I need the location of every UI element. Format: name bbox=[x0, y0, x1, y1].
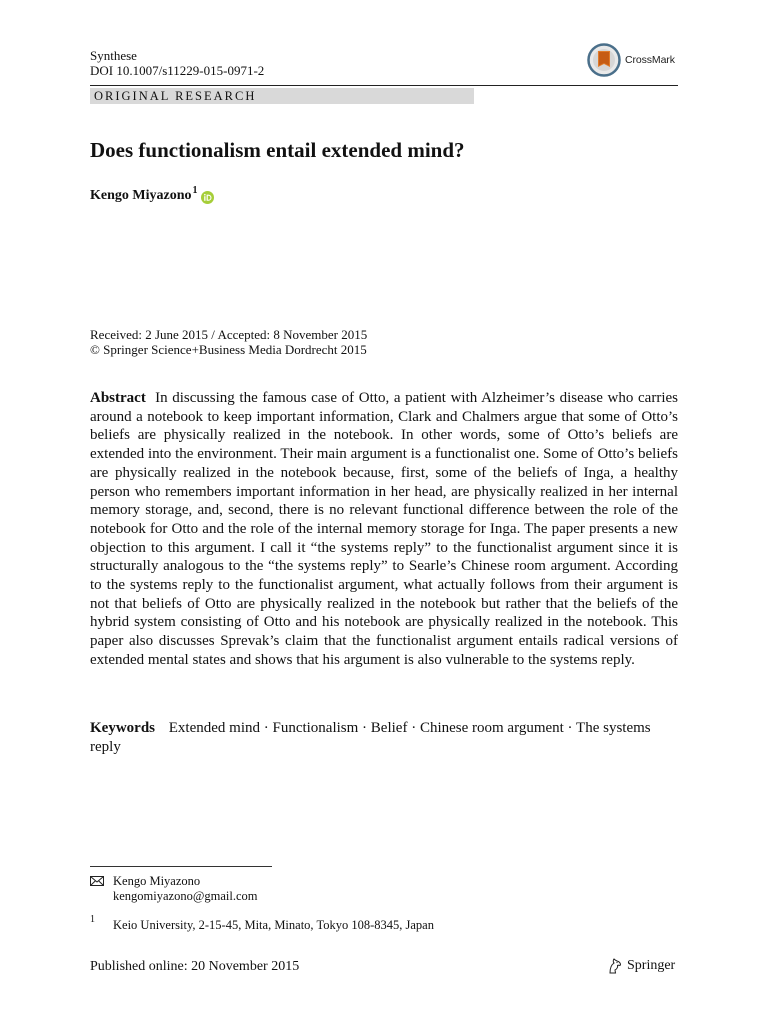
affiliation-number: 1 bbox=[90, 914, 95, 925]
copyright: © Springer Science+Business Media Dordrecht 2015 bbox=[90, 342, 367, 357]
section-label: ORIGINAL RESEARCH bbox=[90, 88, 474, 104]
received-dates: Received: 2 June 2015 / Accepted: 8 November 2015 bbox=[90, 327, 368, 342]
abstract bbox=[90, 389, 678, 670]
doi[interactable]: DOI 10.1007/s11229-015-0971-2 bbox=[90, 63, 265, 78]
footnote-rule bbox=[90, 866, 272, 867]
publisher-name: Springer bbox=[627, 958, 676, 973]
published-online: Published online: 20 November 2015 bbox=[90, 959, 300, 974]
paper-title: Does functionalism entail extended mind? bbox=[90, 138, 465, 162]
springer-logo bbox=[606, 957, 675, 975]
crossmark-label: CrossMark bbox=[625, 54, 675, 66]
abstract-text: In discussing the famous case of Otto, a patient with Alzheimer’s disease who carries around a notebook to keep important information, Clark and Chalmers argue that some of Otto’s beliefs are physically realized in the notebook. In other words, some of Otto’s beliefs are extended into the environment. Their main argument is a functionalist one. Some of Otto’s beliefs are physically realized in the notebook because, first, some of the beliefs of Inga, a healthy person who remembers important information in her head, are physically realized in her internal memory storage, and, second, there is no relevant functional difference between the role of the notebook for Otto and the role of the internal memory storage for Inga. The paper presents a new objection to this argument. I call it “the systems reply” to the functionalist argument since it is structurally analogous to the “the systems reply” to Searle’s Chinese room argument. According to the systems reply to the functionalist argument, what actually follows from their argument is not that beliefs of Otto are physically realized in the notebook but rather that the beliefs of the hybrid system consisting of Otto and his notebook are physically realized in the notebook. This paper also discusses Sprevak’s claim that the functionalist argument entails radical versions of extended mental states and shows that his argument is also vulnerable to the systems reply. bbox=[90, 390, 678, 668]
journal-name: Synthese bbox=[90, 48, 137, 63]
springer-horse-icon bbox=[606, 957, 624, 975]
orcid-icon[interactable] bbox=[201, 191, 214, 204]
header-rule bbox=[90, 85, 678, 86]
affiliation-text: Keio University, 2-15-45, Mita, Minato, Tokyo 108-8345, Japan bbox=[113, 918, 434, 932]
corresponding-author-name: Kengo Miyazono bbox=[113, 874, 201, 888]
keywords bbox=[90, 719, 678, 756]
corresponding-author-email[interactable]: kengomiyazono@gmail.com bbox=[113, 889, 258, 903]
crossmark-badge[interactable] bbox=[587, 42, 675, 78]
author-name: Kengo Miyazono bbox=[90, 188, 192, 203]
keywords-label: Keywords bbox=[90, 720, 155, 736]
author-line bbox=[90, 186, 214, 206]
author-affiliation-mark: 1 bbox=[192, 185, 198, 196]
crossmark-icon bbox=[587, 43, 621, 77]
envelope-icon bbox=[90, 876, 104, 886]
keywords-text: Extended mind · Functionalism · Belief · Chinese room argument · The systems reply bbox=[90, 720, 651, 755]
abstract-label: Abstract bbox=[90, 390, 146, 406]
